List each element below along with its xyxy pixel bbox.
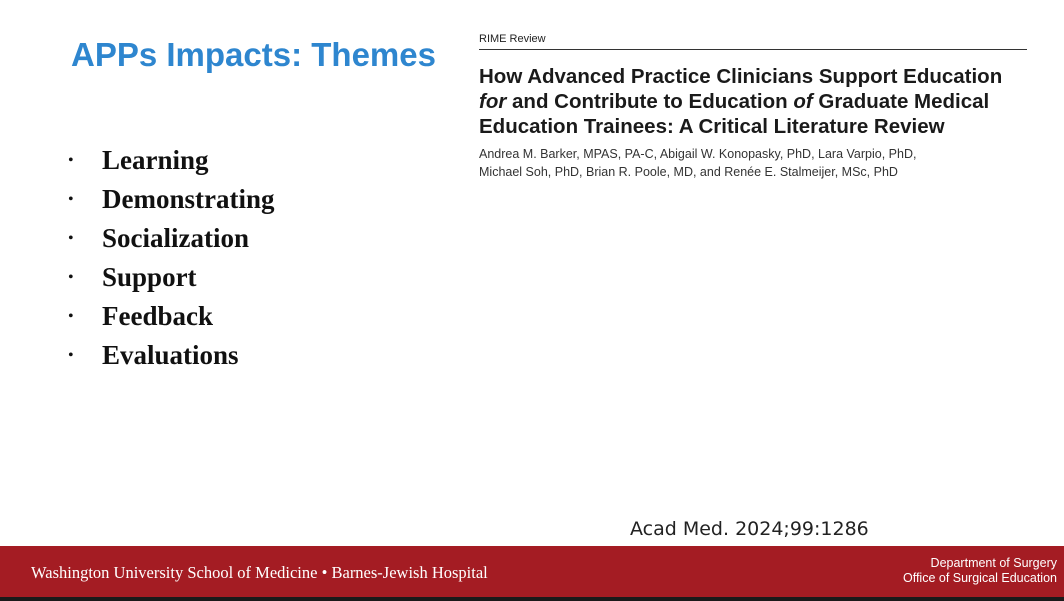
footer-edge <box>0 597 1064 601</box>
list-item <box>68 258 274 297</box>
article-divider <box>479 49 1027 50</box>
list-item-label: Support <box>102 262 197 292</box>
bullet-icon: • <box>68 191 74 208</box>
bullet-icon: • <box>68 230 74 247</box>
list-item <box>68 297 274 336</box>
list-item <box>68 180 274 219</box>
footer-department <box>903 556 1057 586</box>
slide-title: APPs Impacts: Themes <box>71 36 436 73</box>
list-item <box>68 336 274 375</box>
article-title: How Advanced Practice Clinicians Support Education for and Contribute to Education of Graduate Medical Education Trainees: A Critical Literature Review <box>479 65 1003 138</box>
article-excerpt <box>479 30 1027 181</box>
citation: Acad Med. 2024;99:1286 <box>630 518 869 540</box>
theme-list <box>68 141 274 375</box>
department-name: Department of Surgery <box>930 556 1057 570</box>
authors-line-2: Michael Soh, PhD, Brian R. Poole, MD, and Renée E. Stalmeijer, MSc, PhD <box>479 165 898 179</box>
article-authors <box>479 145 1027 181</box>
bullet-icon: • <box>68 347 74 364</box>
list-item-label: Evaluations <box>102 340 239 370</box>
list-item <box>68 219 274 258</box>
bullet-icon: • <box>68 152 74 169</box>
bullet-icon: • <box>68 308 74 325</box>
authors-line-1: Andrea M. Barker, MPAS, PA-C, Abigail W. Konopasky, PhD, Lara Varpio, PhD, <box>479 147 917 161</box>
list-item-label: Learning <box>102 145 209 175</box>
office-name: Office of Surgical Education <box>902 571 1057 585</box>
list-item-label: Demonstrating <box>102 184 275 214</box>
footer-institution: Washington University School of Medicine • Barnes-Jewish Hospital <box>31 563 488 582</box>
list-item-label: Socialization <box>102 223 249 253</box>
list-item-label: Feedback <box>102 301 213 331</box>
bullet-icon: • <box>68 269 74 286</box>
article-category: RIME Review <box>479 33 546 45</box>
list-item <box>68 141 274 180</box>
footer-bar <box>0 546 1064 601</box>
